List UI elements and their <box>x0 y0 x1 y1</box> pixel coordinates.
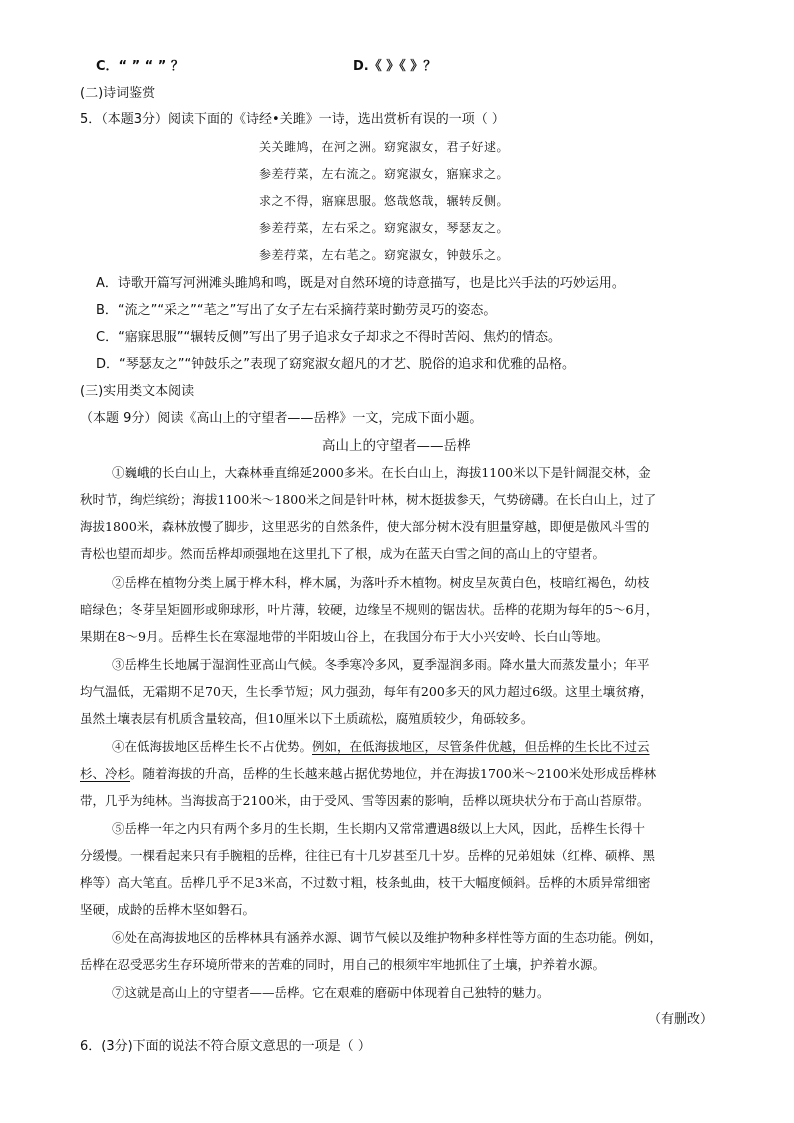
paragraph-line: ⑥处在高海拔地区的岳桦林具有涵养水源、调节气候以及维护物种多样性等方面的生态功能。例如， <box>112 930 663 945</box>
paragraph-line: ⑤岳桦一年之内只有两个多月的生长期，生长期内又常常遭遇8级以上大风，因此，岳桦生长得十 <box>112 821 645 836</box>
paragraph-line: 果期在8～9月。岳桦生长在寒湿地带的半阳坡山谷上，在我国分布于大小兴安岭、长白山等地。 <box>80 629 609 644</box>
passage-title: 高山上的守望者——岳桦 <box>322 438 471 454</box>
q6-stem: 6．(3分)下面的说法不符合原文意思的一项是（ ） <box>80 1039 371 1054</box>
section-heading-practical: (三)实用类文本阅读 <box>80 384 195 399</box>
paragraph-line: ①巍峨的长白山上，大森林垂直绵延2000多米。在长白山上，海拔1100米以下是针阔混交林，金 <box>112 465 651 480</box>
section-heading-poetry: (二)诗词鉴赏 <box>80 86 156 101</box>
paragraph-line: 暗绿色；冬芽呈矩圆形或卵球形，叶片薄，较硬，边缘呈不规则的锯齿状。岳桦的花期为每年的5～6月， <box>80 602 659 617</box>
q4-option-d: D.《 》《 》？ <box>353 59 437 74</box>
q5-option-b: B．“流之”“采之”“芼之”写出了女子左右采摘荇菜时勤劳灵巧的姿态。 <box>96 303 497 318</box>
source-note: （有删改） <box>648 1012 714 1027</box>
paragraph-text: 。随着海拔的升高，岳桦的生长越来越占据优势地位，并在海拔1700米～2100米处形成岳桦林 <box>130 766 657 781</box>
paragraph-line: 均气温低，无霜期不足70天，生长季节短；风力强劲，每年有200多天的风力超过6级。这里土壤贫瘠， <box>80 684 653 699</box>
paragraph-line: ⑦这就是高山上的守望者——岳桦。它在艰难的磨砺中体现着自己独特的魅力。 <box>112 985 550 1000</box>
paragraph-line: 虽然土壤表层有机质含量较高，但10厘米以下土质疏松，腐殖质较少，角砾较多。 <box>80 711 534 726</box>
underlined-example: 杉、冷杉 <box>80 766 131 781</box>
poem-line: 关关雎鸠，在河之洲。窈窕淑女，君子好逑。 <box>259 140 510 154</box>
underlined-example: 例如，在低海拔地区，尽管条件优越，但岳桦的生长比不过云 <box>312 739 650 754</box>
paragraph-line: 坚硬，成龄的岳桦木坚如磐石。 <box>80 902 256 917</box>
paragraph-line: 秋时节，绚烂缤纷；海拔1100米～1800米之间是针叶林，树木挺拔参天，气势磅礴。在长白山上，过了 <box>80 492 657 507</box>
paragraph-line: 分缓慢。一棵看起来只有手腕粗的岳桦，往往已有十几岁甚至几十岁。岳桦的兄弟姐妹（红桦、硕桦、黑 <box>80 848 656 863</box>
paragraph-line <box>112 738 650 756</box>
paragraph-line: 桦等）高大笔直。岳桦几乎不足3米高，不过数寸粗，枝条虬曲，枝干大幅度倾斜。岳桦的木质异常细密 <box>80 875 651 890</box>
paragraph-line: 青松也望而却步。然而岳桦却顽强地在这里扎下了根，成为在蓝天白雪之间的高山上的守望者。 <box>80 546 606 561</box>
paragraph-line: 岳桦在忍受恶劣生存环境所带来的苦难的同时，用自己的根须牢牢地抓住了土壤，护养着水源。 <box>80 957 606 972</box>
q5-option-d: D．“琴瑟友之”“钟鼓乐之”表现了窈窕淑女超凡的才艺、脱俗的追求和优雅的品格。 <box>96 357 575 372</box>
poem-line: 参差荇菜，左右采之。窈窕淑女，琴瑟友之。 <box>259 221 510 235</box>
q5-option-c: C．“寤寐思服”“辗转反侧”写出了男子追求女子却求之不得时苦闷、焦灼的情态。 <box>96 330 562 345</box>
q5-option-a: A．诗歌开篇写河洲滩头雎鸠和鸣，既是对自然环境的诗意描写，也是比兴手法的巧妙运用。 <box>96 276 625 291</box>
paragraph-line: ②岳桦在植物分类上属于桦木科，桦木属，为落叶乔木植物。树皮呈灰黄白色，枝暗红褐色，幼枝 <box>112 575 650 590</box>
q4-option-c: C．“ ” “ ” ？ <box>96 59 184 74</box>
passage-intro: （本题 9分）阅读《高山上的守望者——岳桦》一文，完成下面小题。 <box>80 411 483 426</box>
paragraph-line: ③岳桦生长地属于湿润性亚高山气候。冬季寒冷多风，夏季湿润多雨。降水量大而蒸发量小；年平 <box>112 657 650 672</box>
paragraph-line <box>80 765 656 783</box>
paragraph-line: 海拔1800米，森林放慢了脚步，这里恶劣的自然条件，使大部分树木没有胆量穿越，即便是傲风斗雪的 <box>80 519 650 534</box>
poem-line: 参差荇菜，左右流之。窈窕淑女，寤寐求之。 <box>259 167 510 181</box>
paragraph-text: ④在低海拔地区岳桦生长不占优势。 <box>112 739 313 754</box>
q5-stem: 5．（本题3分）阅读下面的《诗经•关雎》一诗，选出赏析有误的一项（ ） <box>80 112 505 127</box>
poem-line: 参差荇菜，左右芼之。窈窕淑女，钟鼓乐之。 <box>259 248 510 262</box>
poem-line: 求之不得，寤寐思服。悠哉悠哉，辗转反侧。 <box>259 194 510 208</box>
paragraph-line: 带，几乎为纯林。当海拔高于2100米，由于受风、雪等因素的影响，岳桦以斑块状分布于高山苔原带。 <box>80 793 650 808</box>
